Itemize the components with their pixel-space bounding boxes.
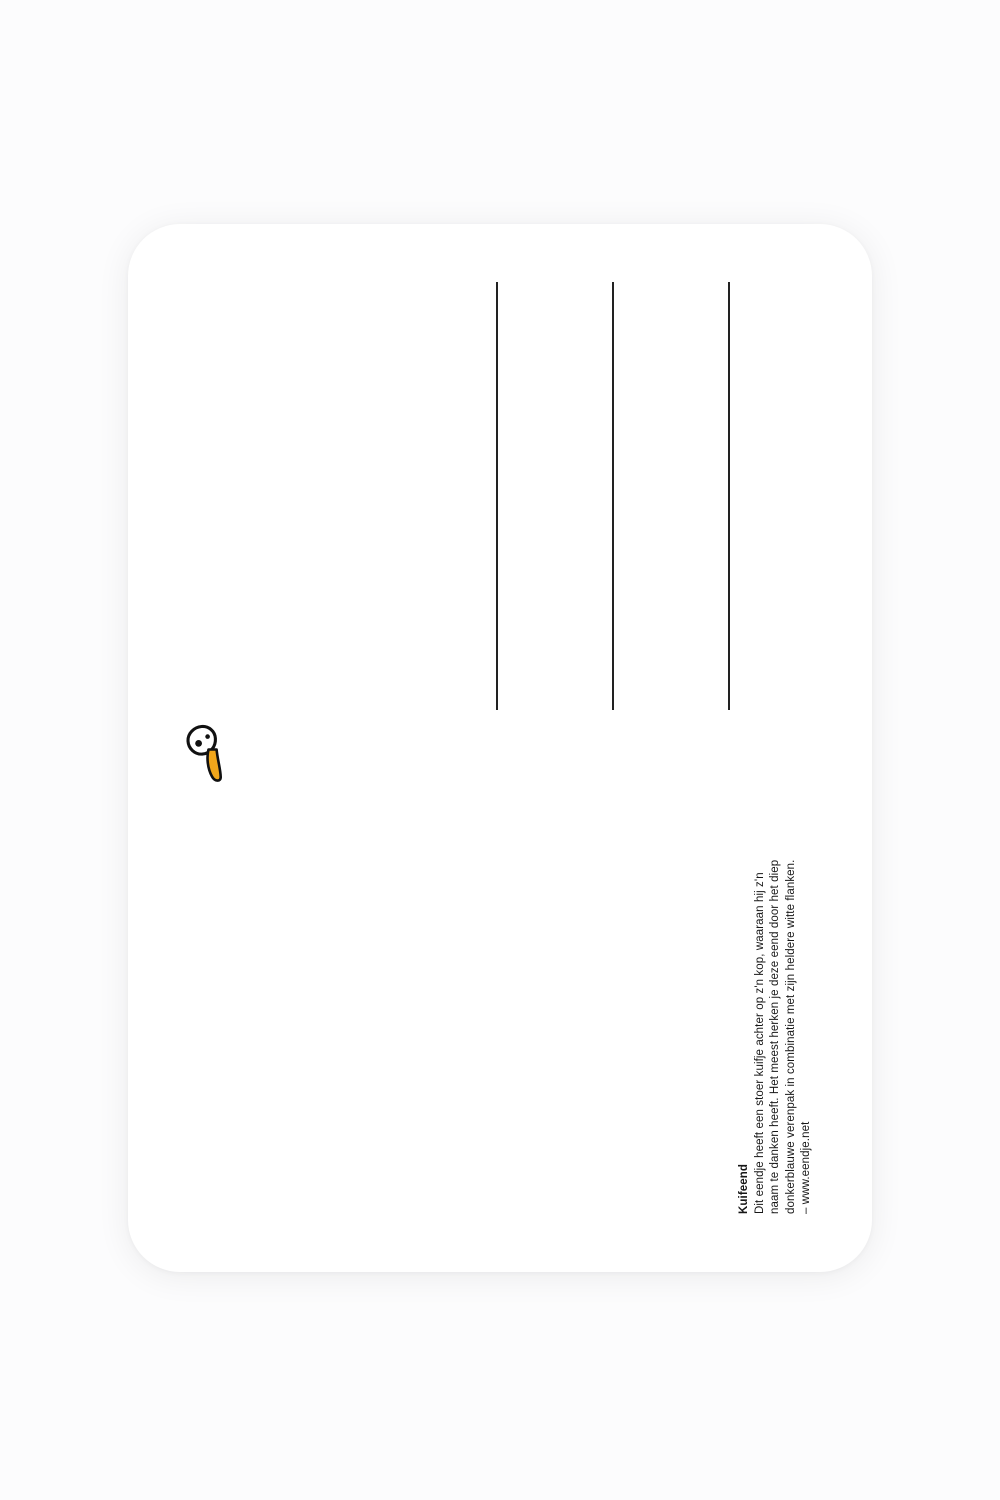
address-line [612, 282, 614, 710]
species-title: Kuifeend [738, 1164, 750, 1214]
species-info-block [737, 824, 815, 1214]
website-line: – www.eendje.net [800, 1121, 812, 1214]
address-line [728, 282, 730, 710]
address-line [496, 282, 498, 710]
species-description-line: Dit eendje heeft een stoer kuifje achter op z'n kop, waaraan hij z'n [753, 872, 766, 1214]
species-description-line: naam te danken heeft. Het meest herken je deze eend door het diep [769, 859, 781, 1214]
duck-logo-icon [182, 720, 232, 788]
postcard-back [128, 224, 872, 1272]
species-description-line: donkerblauwe verenpak in combinatie met zijn heldere witte flanken. [784, 859, 797, 1214]
